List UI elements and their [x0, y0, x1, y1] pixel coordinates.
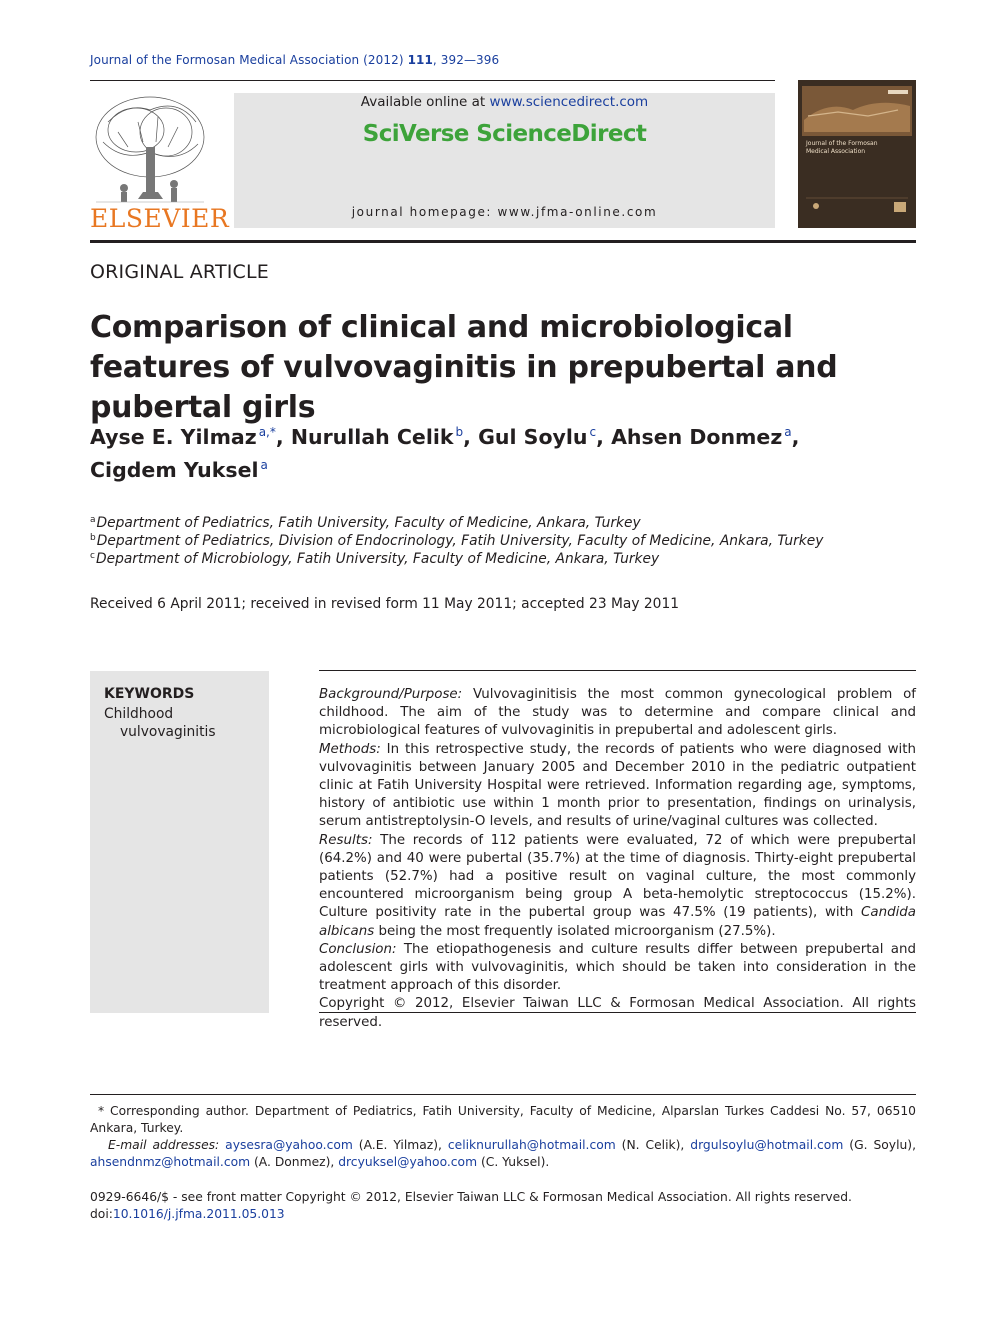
author-name: Gul Soylu: [478, 425, 588, 449]
affiliation-b: $^b$Department of Pediatrics, Division of Endocrinology, Fatih University, Faculty of Medicine, Ankara, Turkey: [90, 533, 824, 549]
footnote-rule: [90, 1094, 916, 1095]
cover-journal-title: Journal of the Formosan Medical Association: [806, 140, 878, 155]
keywords-panel: [90, 671, 269, 1013]
email-link[interactable]: celiknurullah@hotmail.com: [447, 1138, 616, 1152]
journal-volume: 111: [407, 53, 433, 67]
sciverse-sciencedirect-logo: SciVerse ScienceDirect: [362, 121, 647, 147]
author-affiliation-mark[interactable]: b: [455, 425, 464, 439]
front-matter: [90, 1189, 916, 1223]
author-affiliation-mark[interactable]: c: [589, 425, 597, 439]
author-affiliation-mark[interactable]: a,*: [258, 425, 276, 439]
article-type: ORIGINAL ARTICLE: [90, 261, 270, 283]
article-title: Comparison of clinical and microbiological features of vulvovaginitis in prepubertal and pubertal girls: [90, 310, 838, 425]
affiliation-c: $^c$Department of Microbiology, Fatih University, Faculty of Medicine, Ankara, Turkey: [90, 551, 660, 567]
journal-pages: , 392—396: [432, 53, 500, 67]
author-affiliation-mark[interactable]: a: [260, 458, 268, 472]
keyword-item: vulvovaginitis: [120, 724, 216, 740]
abstract-rule-bottom: [319, 1012, 916, 1013]
header-rule: [90, 80, 775, 81]
abstract: [319, 686, 916, 1032]
sciencedirect-link[interactable]: www.sciencedirect.com: [489, 94, 649, 110]
email-link[interactable]: aysesra@yahoo.com: [225, 1138, 353, 1152]
doi-line: doi:10.1016/j.jfma.2011.05.013: [90, 1207, 285, 1221]
header-thick-rule: [90, 240, 916, 243]
journal-name: Journal of the Formosan Medical Association (2012): [90, 53, 404, 67]
author-name: Ayse E. Yilmaz: [90, 425, 257, 449]
abstract-copyright: Copyright © 2012, Elsevier Taiwan LLC & Formosan Medical Association. All rights reserved.: [319, 996, 916, 1030]
abstract-results: Results: The records of 112 patients were evaluated, 72 of which were prepubertal (64.2%) and 40 were pubertal (35.7%) at the time of diagnosis. Thirty-eight prepubertal patients (52.7%) had a positive result on vaginal culture, the most commonly encountered microorganism being group A beta-hemolytic streptococcus (15.2%). Culture positivity rate in the pubertal group was 47.5% (19 patients), with Candida albicans being the most frequently isolated microorganism (27.5%).: [319, 832, 916, 939]
corresponding-author-note: * Corresponding author. Department of Pediatrics, Fatih University, Faculty of Medicine, Alparslan Turkes Caddesi No. 57, 06510 Ankara, Turkey.: [90, 1104, 916, 1135]
email-addresses: E-mail addresses: aysesra@yahoo.com (A.E. Yilmaz), celiknurullah@hotmail.com (N. Celik), drgulsoylu@hotmail.com (G. Soylu), ahsendnmz@hotmail.com (A. Donmez), drcyuksel@yahoo.com (C. Yuksel).: [90, 1138, 916, 1169]
email-link[interactable]: drcyuksel@yahoo.com: [338, 1155, 478, 1169]
affiliation-a: $^a$Department of Pediatrics, Fatih University, Faculty of Medicine, Ankara, Turkey: [90, 515, 641, 531]
author-name: Cigdem Yuksel: [90, 458, 259, 482]
article-dates: Received 6 April 2011; received in revised form 11 May 2011; accepted 23 May 2011: [90, 596, 680, 612]
abstract-methods: Methods: In this retrospective study, the records of patients who were diagnosed with vulvovaginitis between January 2005 and December 2010 in the pediatric outpatient clinic at Fatih University Hospital were retrieved. Information regarding age, symptoms, history of antibiotic use within 1 month prior to presentation, findings on urinalysis, serum antistreptolysin-O levels, and results of urine/vaginal cultures was collected.: [319, 741, 916, 830]
author-list: Ayse E. Yilmaz $^{a,*}$, Nurullah Celik $^b$, Gul Soylu $^c$, Ahsen Donmez $^a$, Cigdem Yuksel $^a$: [90, 425, 800, 482]
author-name: Ahsen Donmez: [611, 425, 783, 449]
email-link[interactable]: ahsendnmz@hotmail.com: [90, 1155, 251, 1169]
journal-homepage: journal homepage: www.jfma-online.com: [351, 205, 658, 219]
keywords-heading: KEYWORDS: [104, 686, 195, 702]
email-link[interactable]: drgulsoylu@hotmail.com: [690, 1138, 844, 1152]
doi-link[interactable]: 10.1016/j.jfma.2011.05.013: [112, 1207, 285, 1221]
abstract-rule-top: [319, 670, 916, 671]
elsevier-wordmark: ELSEVIER: [90, 204, 230, 233]
corresponding-author-mark[interactable]: *: [269, 425, 276, 439]
keyword-item: Childhood: [104, 706, 174, 722]
author-name: Nurullah Celik: [290, 425, 454, 449]
abstract-background: Background/Purpose: Vulvovaginitisis the most common gynecological problem of childhood. The aim of the study was to determine and compare clinical and microbiological features of vulvovaginitis in prepubertal and adolescent girls.: [319, 687, 916, 739]
footnotes: [90, 1103, 916, 1171]
available-prefix: Available online at: [360, 94, 490, 110]
journal-reference: [90, 53, 499, 67]
available-online: [234, 94, 775, 110]
author-affiliation-mark[interactable]: a: [784, 425, 792, 439]
abstract-conclusion: Conclusion: The etiopathogenesis and culture results differ between prepubertal and adolescent girls with vulvovaginitis, which should be taken into consideration in the treatment approach of this disorder.: [319, 941, 916, 994]
issn-line: 0929-6646/$ - see front matter Copyright © 2012, Elsevier Taiwan LLC & Formosan Medical Association. All rights reserved.: [90, 1190, 852, 1204]
